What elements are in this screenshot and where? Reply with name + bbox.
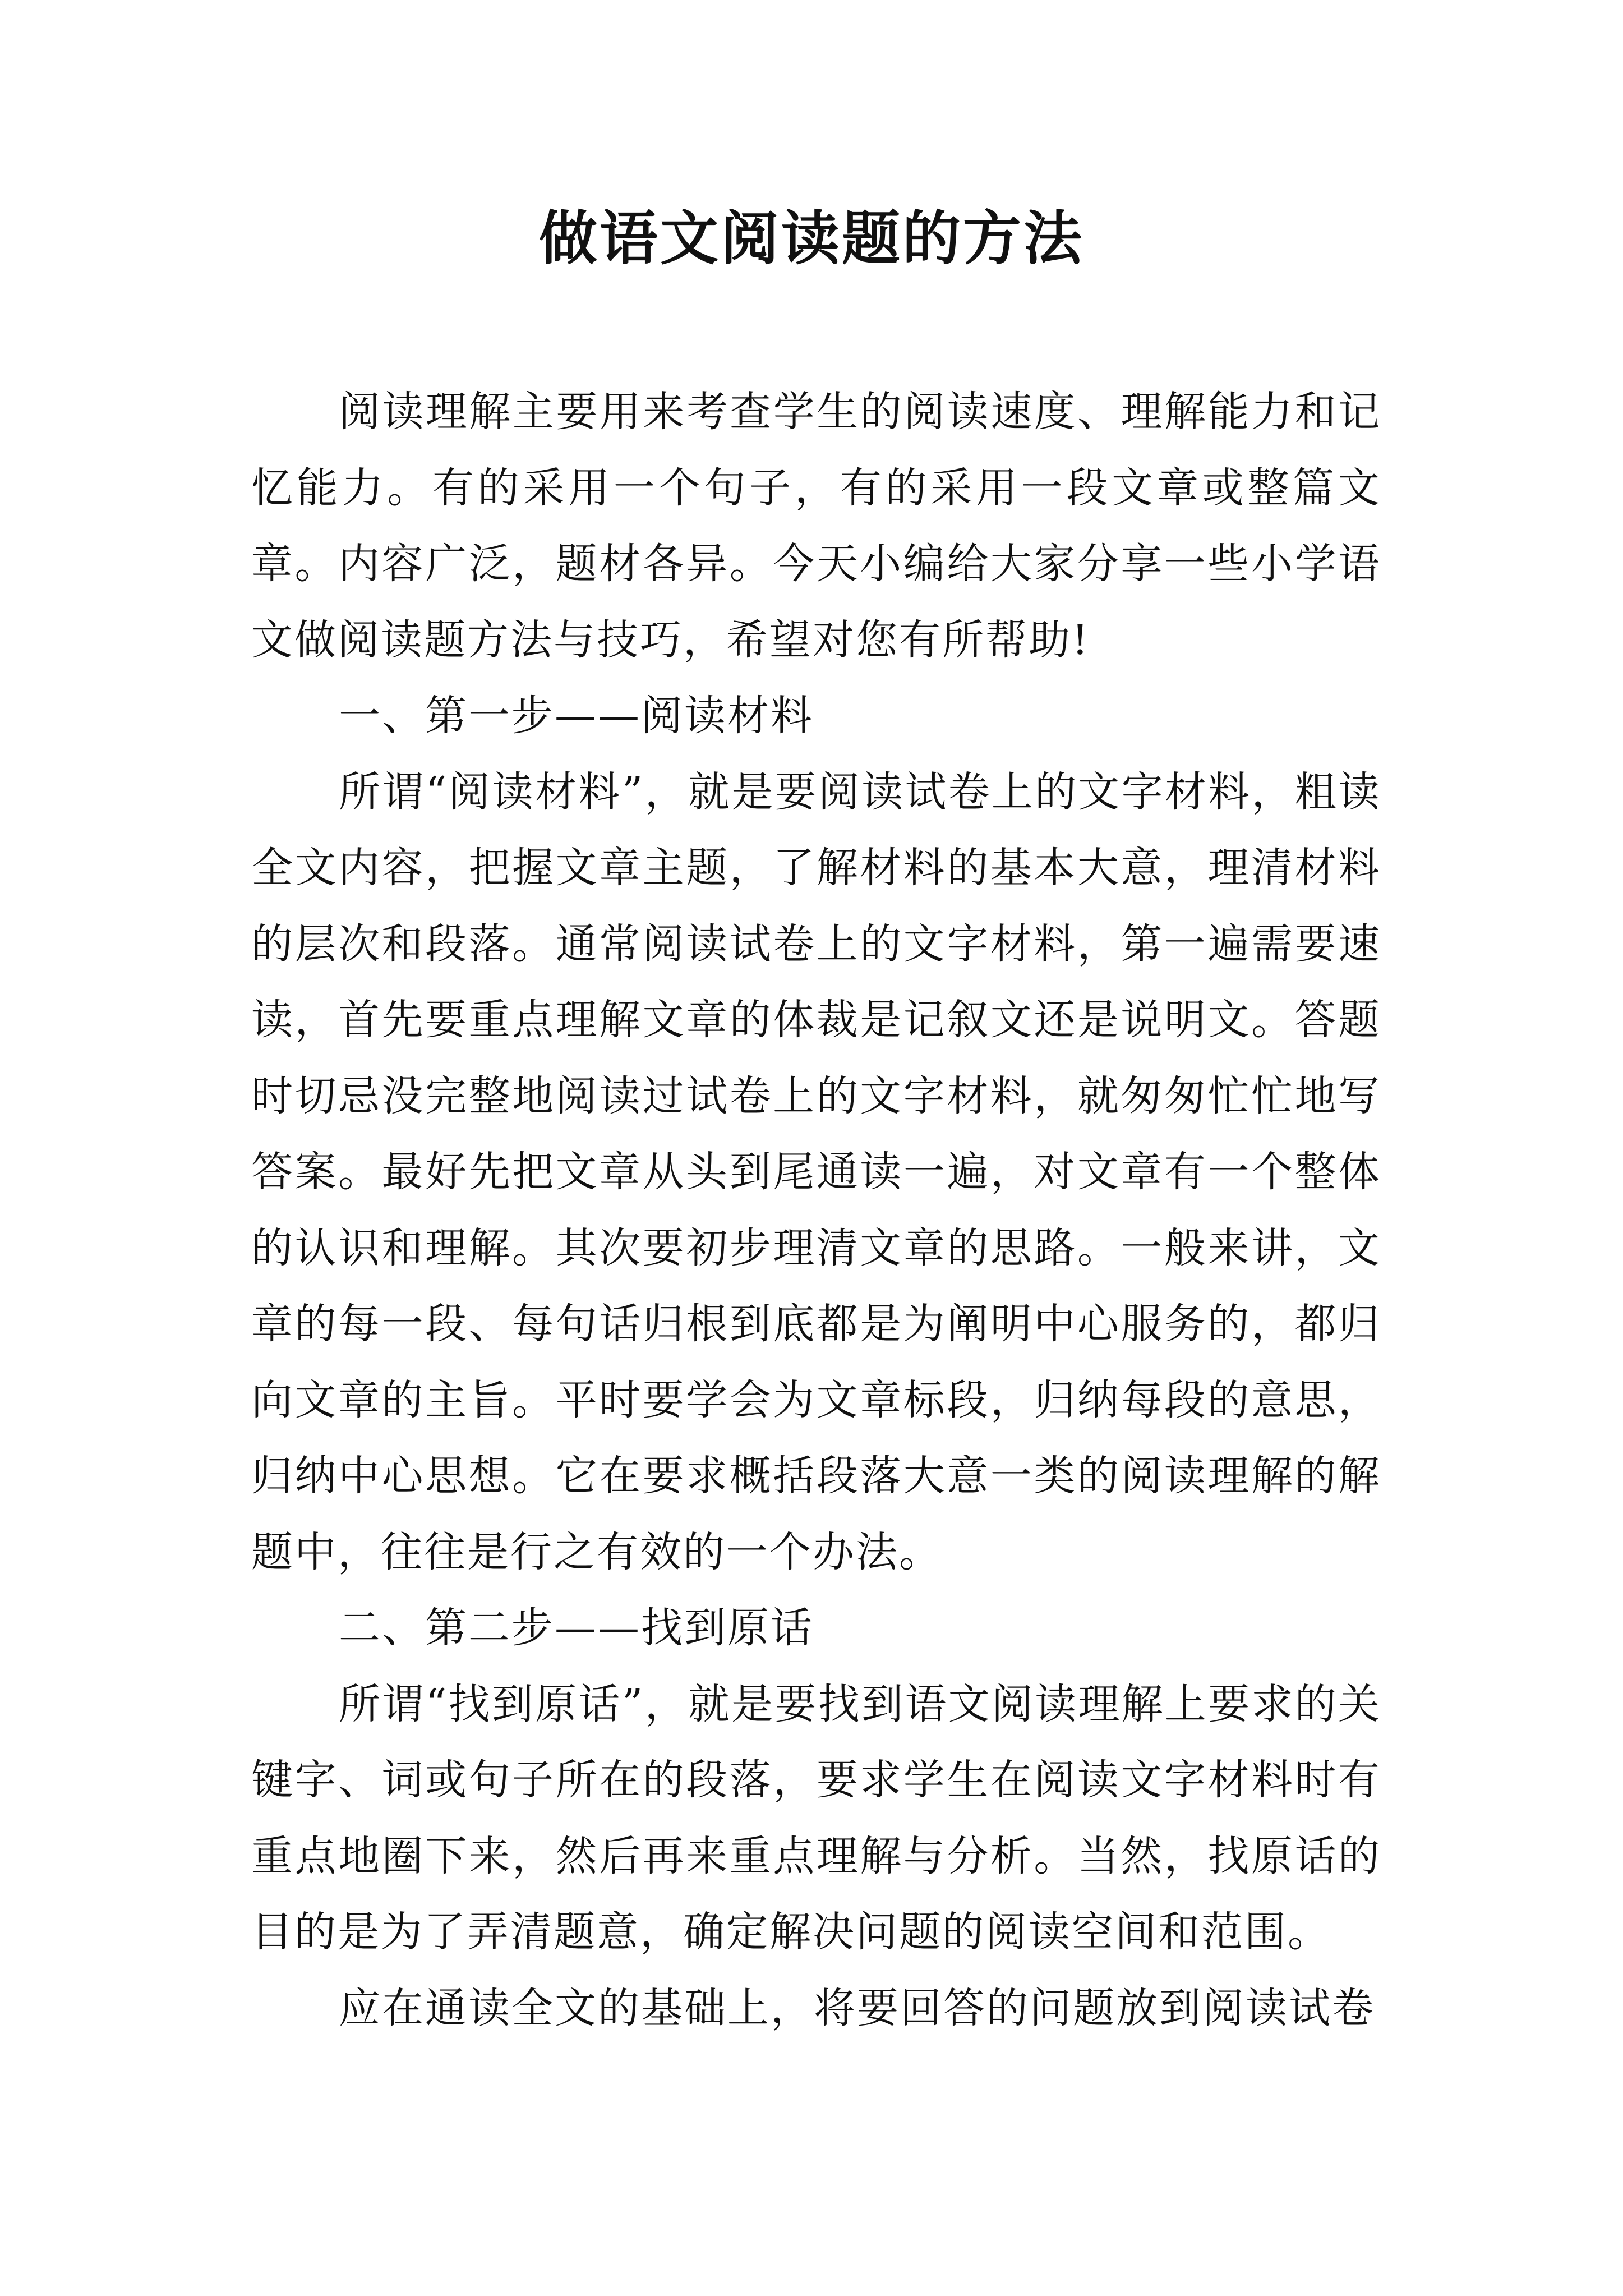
document-title: 做语文阅读题的方法 — [538, 204, 1084, 273]
body-paragraph: 所谓“阅读材料”，就是要阅读试卷上的文字材料，粗读全文内容，把握文章主题，了解材料的基本大意，理清材料的层次和段落。通常阅读试卷上的文字材料，第一遍需要速读，首先要重点理解文章的体裁是记叙文还是说明文。答题时切忌没完整地阅读过试卷上的文字材料，就匆匆忙忙地写答案。最好先把文章从头到尾通读一遍，对文章有一个整体的认识和理解。其次要初步理清文章的思路。一般来讲，文章的每一段、每句话归根到底都是为阐明中心服务的，都归向文章的主旨。平时要学会为文章标段，归纳每段的意思，归纳中心思想。它在要求概括段落大意一类的阅读理解的解题中，往往是行之有效的一个办法。 — [251, 767, 1381, 1576]
body-paragraph: 阅读理解主要用来考查学生的阅读速度、理解能力和记忆能力。有的采用一个句子，有的采用一段文章或整篇文章。内容广泛，题材各异。今天小编给大家分享一些小学语文做阅读题方法与技巧，希望对您有所帮助! — [251, 388, 1381, 664]
section-heading: 一、第一步——阅读材料 — [339, 692, 814, 740]
section-heading: 二、第二步——找到原话 — [339, 1604, 814, 1652]
document-body — [251, 374, 1381, 2046]
body-paragraph: 所谓“找到原话”，就是要找到语文阅读理解上要求的关键字、词或句子所在的段落，要求学生在阅读文字材料时有重点地圈下来，然后再来重点理解与分析。当然，找原话的目的是为了弄清题意，确定解决问题的阅读空间和范围。 — [251, 1680, 1381, 1956]
body-paragraph: 应在通读全文的基础上，将要回答的问题放到阅读试卷 — [339, 1984, 1375, 2032]
